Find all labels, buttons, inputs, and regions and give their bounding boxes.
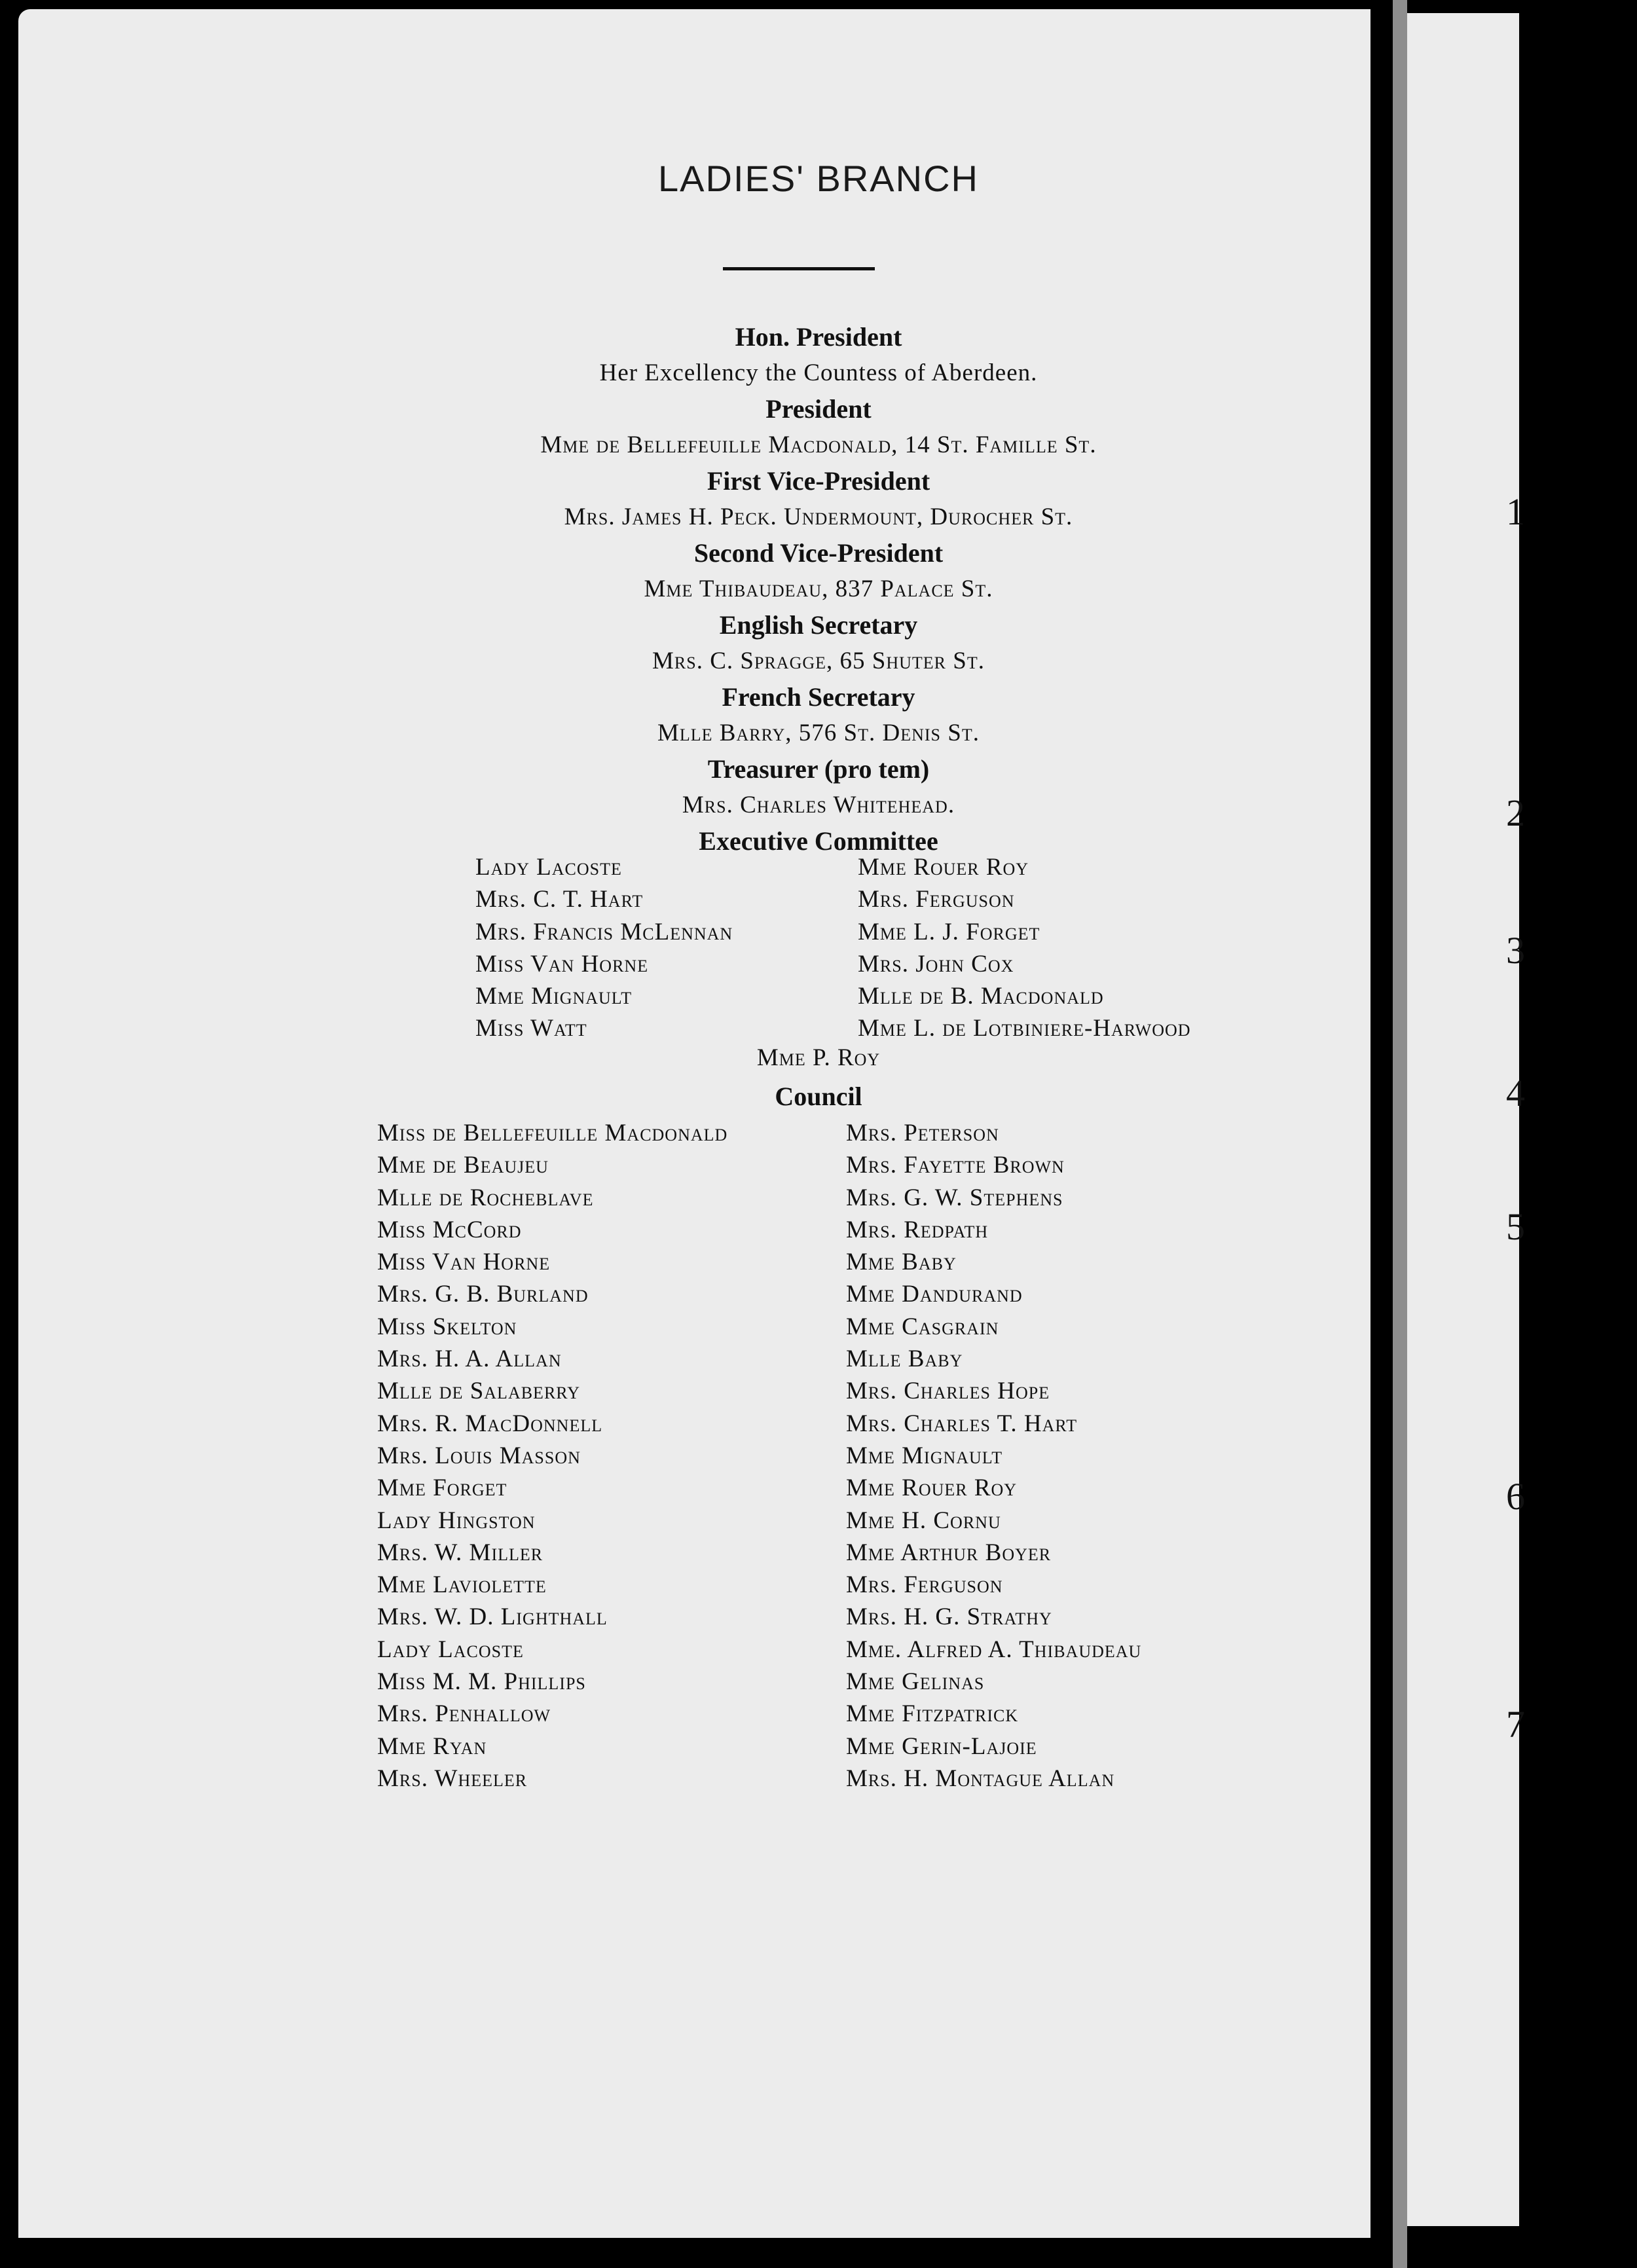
list-item: Mme Gelinas xyxy=(846,1668,985,1696)
officer-name: Mrs. James H. Peck. Undermount, Durocher St. xyxy=(564,503,1073,530)
facing-page-number: 7 xyxy=(1506,1703,1525,1746)
list-item: Mrs. Penhallow xyxy=(377,1700,551,1728)
list-item: Mme. Alfred A. Thibaudeau xyxy=(846,1636,1142,1663)
list-item: Mme Mignault xyxy=(846,1442,1003,1469)
executive-list-left xyxy=(475,851,733,1045)
list-item: Mme de Beaujeu xyxy=(377,1152,549,1179)
list-item: Mme Mignault xyxy=(475,983,633,1010)
list-item: Mme Forget xyxy=(377,1474,507,1502)
list-item: Mlle Baby xyxy=(846,1345,963,1373)
list-item: Mrs. H. G. Strathy xyxy=(846,1603,1052,1631)
officer-heading: French Secretary xyxy=(722,682,915,712)
list-item: Mrs. John Cox xyxy=(858,950,1014,978)
executive-list-right xyxy=(858,851,1191,1045)
list-item: Mrs. Louis Masson xyxy=(377,1442,581,1469)
list-item: Mrs. G. W. Stephens xyxy=(846,1184,1063,1211)
list-item: Mrs. H. A. Allan xyxy=(377,1345,562,1373)
list-item: Mme Dandurand xyxy=(846,1281,1023,1308)
list-item: Miss Van Horne xyxy=(377,1249,551,1276)
list-item: Miss Skelton xyxy=(377,1313,517,1340)
list-item: Mme Rouer Roy xyxy=(858,854,1029,881)
list-item: Mrs. Peterson xyxy=(846,1120,999,1146)
list-item: Mrs. Redpath xyxy=(846,1216,989,1243)
list-item: Mrs. Charles Hope xyxy=(846,1378,1050,1405)
list-item: Lady Hingston xyxy=(377,1507,536,1534)
list-item: Mme L. J. Forget xyxy=(858,918,1040,945)
list-item: Miss McCord xyxy=(377,1216,522,1243)
list-item: Mrs. W. D. Lighthall xyxy=(377,1603,608,1631)
list-item: Mme L. de Lotbiniere-Harwood xyxy=(858,1015,1191,1042)
list-item: Mrs. Wheeler xyxy=(377,1765,528,1792)
list-item: Mme Casgrain xyxy=(846,1313,999,1340)
officer-name: Mrs. C. Spragge, 65 Shuter St. xyxy=(652,648,985,674)
officer-heading: Hon. President xyxy=(735,322,902,352)
list-item: Mlle de Rocheblave xyxy=(377,1184,594,1211)
executive-last-member: Mme P. Roy xyxy=(756,1044,881,1071)
list-item: Mme Laviolette xyxy=(377,1571,547,1599)
officer-heading: President xyxy=(765,394,872,424)
list-item: Mrs. Francis McLennan xyxy=(475,918,733,945)
officer-name: Her Excellency the Countess of Aberdeen. xyxy=(599,359,1038,386)
list-item: Mlle de B. Macdonald xyxy=(858,983,1104,1010)
council-heading: Council xyxy=(775,1082,862,1111)
list-item: Miss Van Horne xyxy=(475,950,649,978)
facing-page-number: 1 xyxy=(1506,490,1525,533)
list-item: Mme Ryan xyxy=(377,1732,487,1760)
list-item: Mrs. Ferguson xyxy=(846,1571,1003,1599)
officer-name: Mme Thibaudeau, 837 Palace St. xyxy=(644,576,993,602)
list-item: Mrs. H. Montague Allan xyxy=(846,1765,1115,1792)
facing-page-number: 2 xyxy=(1506,792,1525,834)
officer-heading: Second Vice-President xyxy=(693,538,944,568)
officer-name: Mlle Barry, 576 St. Denis St. xyxy=(657,720,980,746)
list-item: Mme Baby xyxy=(846,1249,957,1276)
list-item: Mrs. W. Miller xyxy=(377,1539,543,1566)
officers-section xyxy=(0,320,1637,859)
officer-heading: English Secretary xyxy=(719,610,918,640)
executive-heading: Executive Committee xyxy=(699,826,938,856)
title-rule xyxy=(723,267,875,270)
officer-heading: Treasurer (pro tem) xyxy=(707,754,930,784)
council-list-right xyxy=(846,1117,1141,1795)
list-item: Miss M. M. Phillips xyxy=(377,1668,586,1696)
facing-page-number: 3 xyxy=(1506,929,1525,972)
council-heading-wrap xyxy=(0,1079,1637,1114)
list-item: Mrs. Ferguson xyxy=(858,886,1015,913)
list-item: Mlle de Salaberry xyxy=(377,1378,580,1405)
list-item: Mme Gerin-Lajoie xyxy=(846,1732,1037,1760)
list-item: Lady Lacoste xyxy=(377,1636,524,1663)
list-item: Mme Rouer Roy xyxy=(846,1474,1018,1502)
facing-page-number: 6 xyxy=(1506,1475,1525,1518)
list-item: Lady Lacoste xyxy=(475,854,622,881)
facing-page-number: 5 xyxy=(1506,1205,1525,1248)
list-item: Mrs. C. T. Hart xyxy=(475,886,644,913)
list-item: Mme Fitzpatrick xyxy=(846,1700,1019,1728)
page-title: LADIES' BRANCH xyxy=(658,158,979,199)
council-list-left xyxy=(377,1117,727,1795)
officer-name: Mme de Bellefeuille Macdonald, 14 St. Famille St. xyxy=(540,431,1097,458)
list-item: Mrs. R. MacDonnell xyxy=(377,1410,603,1437)
list-item: Mme H. Cornu xyxy=(846,1507,1001,1534)
list-item: Mrs. G. B. Burland xyxy=(377,1281,589,1308)
list-item: Mrs. Charles T. Hart xyxy=(846,1410,1078,1437)
officer-heading: First Vice-President xyxy=(707,466,930,496)
list-item: Mrs. Fayette Brown xyxy=(846,1152,1065,1179)
facing-page-number: 4 xyxy=(1506,1072,1525,1114)
officer-name: Mrs. Charles Whitehead. xyxy=(682,792,955,818)
list-item: Miss Watt xyxy=(475,1015,587,1042)
list-item: Miss de Bellefeuille Macdonald xyxy=(377,1120,728,1146)
list-item: Mme Arthur Boyer xyxy=(846,1539,1052,1566)
